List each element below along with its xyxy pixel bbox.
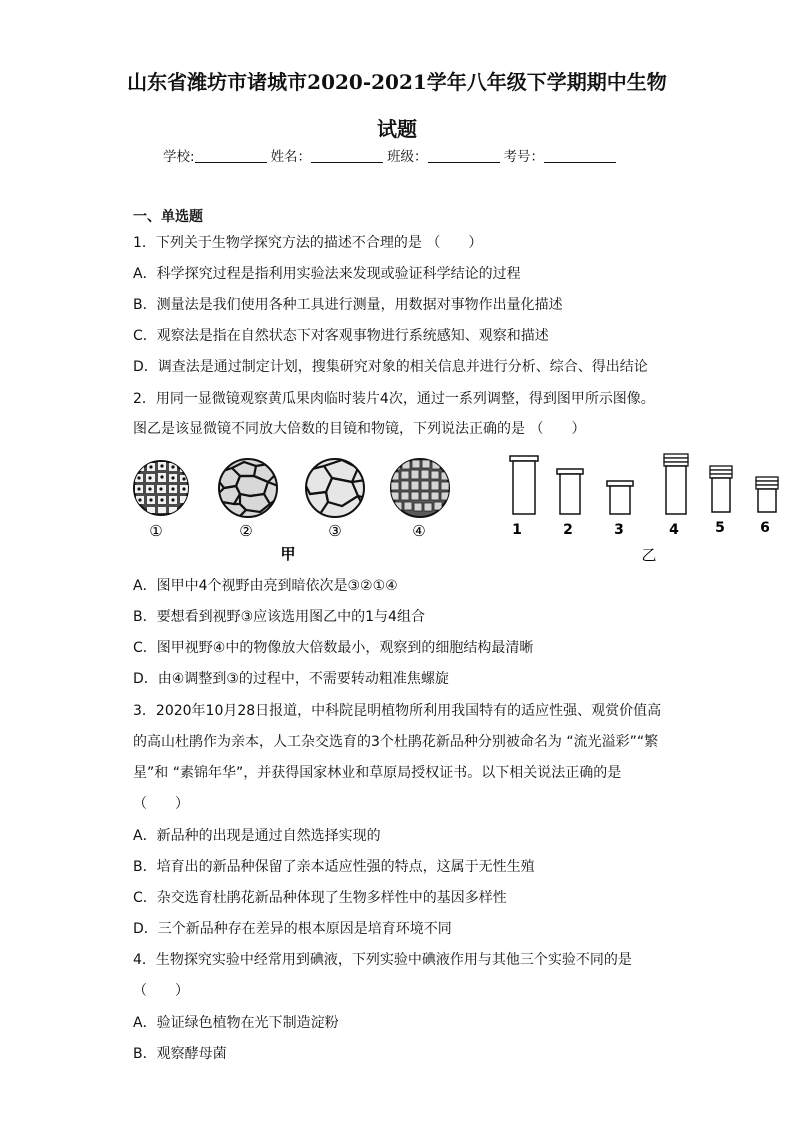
q3-option-c: C．杂交选育杜鹃花新品种体现了生物多样性中的基因多样性 [133,890,507,906]
q4-option-a: A．验证绿色植物在光下制造淀粉 [133,1015,339,1031]
field-of-view-1 [134,461,188,515]
q4-option-b: B．观察酵母菌 [133,1046,227,1062]
q3-option-a: A．新品种的出现是通过自然选择实现的 [133,828,381,844]
q3-stem-line2: 的高山杜鹃作为亲本，人工杂交选育的3个杜鹃花新品种分别被命名为 “流光溢彩”“繁 [133,734,659,750]
class-blank[interactable] [428,149,500,163]
q3-stem-line3: 星”和 “素锦年华”，并获得国家林业和草原局授权证书。以下相关说法正确的是 [133,765,622,781]
q2-option-c: C．图甲视野④中的物像放大倍数最小，观察到的细胞结构最清晰 [133,640,534,656]
field-of-view-2 [218,459,278,518]
q4-stem-line2: （ ） [133,983,189,999]
figure-jia-caption: 甲 [280,545,296,563]
lens-label-2: 2 [563,522,573,538]
field-of-view-3 [304,459,366,517]
objective-6 [756,477,778,512]
microscope-figure [128,450,788,568]
class-label: 班级： [387,149,428,165]
figure-yi-caption: 乙 [641,546,657,564]
q2-option-b: B．要想看到视野③应该选用图乙中的1与4组合 [133,609,425,625]
lens-label-5: 5 [715,520,725,536]
lens-label-4: 4 [669,522,679,538]
objective-5 [710,466,732,512]
lens-label-3: 3 [614,522,624,538]
q2-option-a: A．图甲中4个视野由亮到暗依次是③②①④ [133,578,398,594]
q2-stem-line1: 2．用同一显微镜观察黄瓜果肉临时装片4次，通过一系列调整，得到图甲所示图像。 [133,391,655,407]
exam-no-blank[interactable] [544,149,616,163]
fov-label-4: ④ [412,522,426,540]
q2-option-d: D．由④调整到③的过程中，不需要转动粗准焦螺旋 [133,671,449,687]
section-heading: 一、单选题 [133,209,203,225]
lens-label-6: 6 [760,520,770,536]
lens-label-1: 1 [512,522,522,538]
eyepiece-3 [607,481,633,514]
q1-option-a: A．科学探究过程是指利用实验法来发现或验证科学结论的过程 [133,266,521,282]
fov-label-1: ① [149,522,163,540]
document-title-line2: 试题 [377,117,417,141]
q1-option-c: C．观察法是指在自然状态下对客观事物进行系统感知、观察和描述 [133,328,549,344]
eyepiece-1 [510,456,538,514]
school-label: 学校: [163,149,195,165]
exam-no-label: 考号： [503,149,545,165]
objective-4 [664,454,688,514]
q3-option-d: D．三个新品种存在差异的根本原因是培育环境不同 [133,921,452,937]
q4-stem-line1: 4．生物探究实验中经常用到碘液，下列实验中碘液作用与其他三个实验不同的是 [133,952,632,968]
q3-option-b: B．培育出的新品种保留了亲本适应性强的特点，这属于无性生殖 [133,859,535,875]
q3-stem-line4: （ ） [133,796,189,812]
fov-label-3: ③ [328,522,342,540]
field-of-view-4 [391,459,449,517]
school-blank[interactable] [195,149,267,163]
q1-option-b: B．测量法是我们使用各种工具进行测量，用数据对事物作出量化描述 [133,297,563,313]
q2-stem-line2: 图乙是该显微镜不同放大倍数的目镜和物镜，下列说法正确的是 （ ） [133,421,586,437]
document-title-line1: 山东省潍坊市诸城市2020-2021学年八年级下学期期中生物 [127,70,667,94]
student-info-row [163,145,620,165]
q3-stem-line1: 3．2020年10月28日报道，中科院昆明植物所利用我国特有的适应性强、观赏价值高 [133,703,662,719]
q1-option-d: D．调查法是通过制定计划，搜集研究对象的相关信息并进行分析、综合、得出结论 [133,359,648,375]
eyepiece-2 [557,469,583,514]
name-label: 姓名： [270,149,312,165]
q1-stem: 1．下列关于生物学探究方法的描述不合理的是 （ ） [133,235,483,251]
fov-label-2: ② [239,522,253,540]
name-blank[interactable] [311,149,383,163]
